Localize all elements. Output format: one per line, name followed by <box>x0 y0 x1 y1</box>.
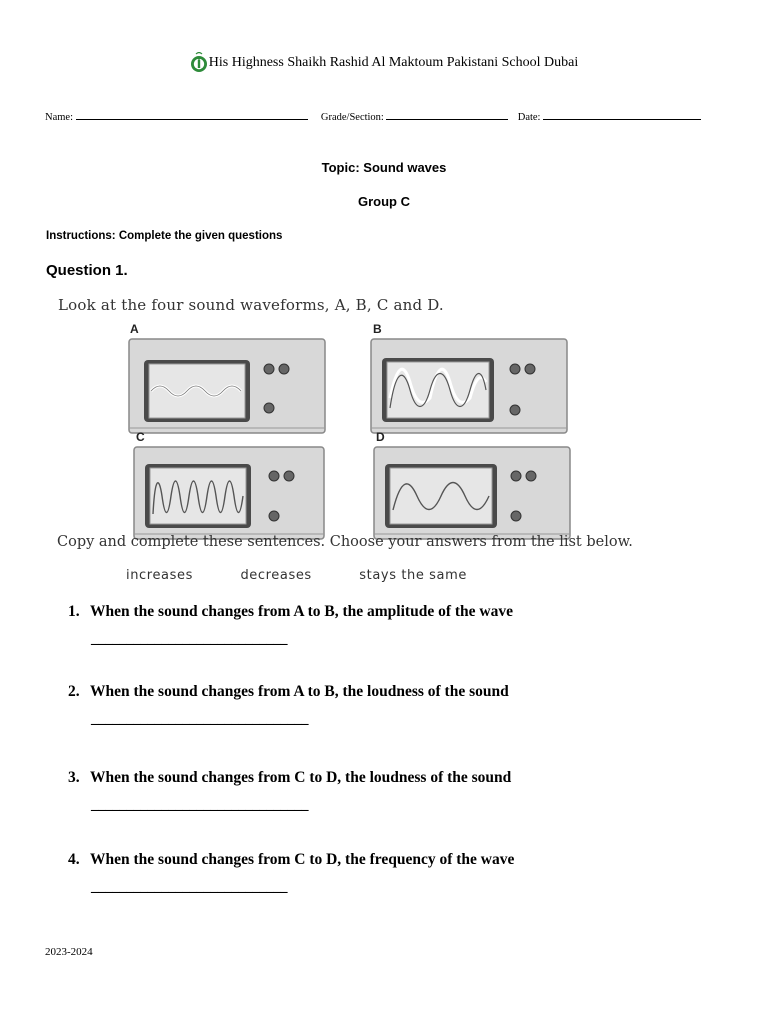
waveform-panel-a <box>128 322 326 434</box>
group-heading: Group C <box>358 194 410 209</box>
school-header <box>0 52 768 74</box>
date-blank[interactable] <box>543 110 701 120</box>
name-label: Name: <box>45 112 73 123</box>
school-crest-icon <box>190 52 208 74</box>
choice-increases: increases <box>126 568 193 583</box>
waveform-label-a: A <box>130 322 139 336</box>
question-title: Question 1. <box>46 262 128 279</box>
instructions-text: Instructions: Complete the given questions <box>46 230 283 242</box>
waveform-panel-d <box>373 430 571 540</box>
choice-decreases: decreases <box>240 568 312 583</box>
question-number: 4. <box>68 851 80 868</box>
figure-intro-text: Look at the four sound waveforms, A, B, C and D. <box>58 296 444 314</box>
waveform-label-d: D <box>376 430 385 444</box>
question-number: 1. <box>68 603 80 620</box>
copy-instructions: Copy and complete these sentences. Choose your answers from the list below. <box>57 534 633 550</box>
question-text: When the sound changes from A to B, the amplitude of the wave <box>90 603 513 620</box>
oscilloscope-d-icon <box>373 446 571 540</box>
question-item-2 <box>68 683 509 701</box>
question-text: When the sound changes from A to B, the loudness of the sound <box>90 683 509 700</box>
oscilloscope-a-icon <box>128 338 326 434</box>
date-label: Date: <box>517 112 541 123</box>
answer-line-1[interactable]: ____________________________ <box>91 631 287 647</box>
name-blank[interactable] <box>76 110 308 120</box>
grade-blank[interactable] <box>386 110 508 120</box>
oscilloscope-c-icon <box>133 446 325 540</box>
answer-line-4[interactable]: ____________________________ <box>91 879 287 895</box>
question-item-4 <box>68 851 514 869</box>
answer-line-2[interactable]: _______________________________ <box>91 711 308 727</box>
answer-line-3[interactable]: _______________________________ <box>91 797 308 813</box>
grade-label: Grade/Section: <box>320 112 384 123</box>
question-number: 2. <box>68 683 80 700</box>
student-info-line <box>45 110 701 123</box>
waveform-label-b: B <box>373 322 382 336</box>
question-item-1 <box>68 603 513 621</box>
topic-heading: Topic: Sound waves <box>321 160 447 175</box>
school-name: His Highness Shaikh Rashid Al Maktoum Pakistani School Dubai <box>208 55 579 70</box>
question-number: 3. <box>68 769 80 786</box>
academic-year-footer: 2023-2024 <box>45 946 93 958</box>
waveform-label-c: C <box>136 430 145 444</box>
waveform-panel-b <box>370 322 568 434</box>
question-item-3 <box>68 769 511 787</box>
waveform-panel-c <box>133 430 325 540</box>
oscilloscope-b-icon <box>370 338 568 434</box>
choice-stays-the-same: stays the same <box>359 568 467 583</box>
question-text: When the sound changes from C to D, the frequency of the wave <box>90 851 515 868</box>
question-text: When the sound changes from C to D, the loudness of the sound <box>90 769 512 786</box>
answer-choices <box>126 568 467 583</box>
